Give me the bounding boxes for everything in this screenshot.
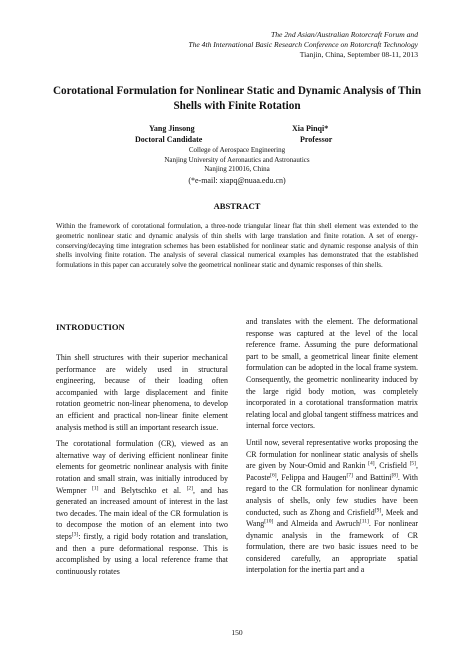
column-left bbox=[56, 316, 228, 582]
paper-title: Corotational Formulation for Nonlinear Static and Dynamic Analysis of Thin Shells with Finite Rotation bbox=[52, 85, 422, 112]
affiliation-line-3: Nanjing 210016, China bbox=[204, 165, 270, 173]
citation: [1] bbox=[92, 484, 99, 491]
abstract-heading: ABSTRACT bbox=[213, 201, 261, 211]
conference-location: Tianjin, China, September 08-11, 2013 bbox=[299, 50, 418, 59]
author-1-role: Doctoral Candidate bbox=[135, 134, 203, 144]
column-right bbox=[246, 316, 418, 581]
affiliation-line-2: Nanjing University of Aeronautics and Astronautics bbox=[164, 155, 310, 164]
affiliation-line-1: College of Aerospace Engineering bbox=[188, 146, 286, 154]
page-number: 150 bbox=[231, 628, 243, 637]
affiliation bbox=[0, 146, 474, 175]
intro-paragraph-3: and translates with the element. The deformational response was captured at the level of the local reference frame. Assuming the pure deformational part to be small, a geometrical linear finite element formulation can be adopted in the local frame system. Consequently, the geometric nonlinearity induced by the large rigid body motion, was completely incorporated in a corotational transformation matrix relating local and global tangent stiffness matrices and internal force vectors. bbox=[246, 317, 418, 431]
intro-paragraph-4: Until now, several representative works proposing the CR formulation for nonlinear static analysis of shells are given by Nour-Omid and Rankin [4], Crisfield [5], Pacoste[6], Felippa and Haugen[7] and Battini[8]. With regard to the CR formulation for nonlinear dynamic analysis of shells, only few studies have been conducted, such as Zhong and Crisfield[9], Meek and Wang[10] and Almeida and Awruch[11]. For nonlinear dynamic analysis in the framework of CR formulation, there are two basic issues need to be considered carefully, an appropriate spatial interpolation for the inertia part and a bbox=[246, 437, 419, 575]
introduction-heading: INTRODUCTION bbox=[56, 322, 125, 332]
citation: [3] bbox=[71, 531, 79, 538]
conference-line-2: The 4th International Basic Research Conference on Rotorcraft Technology bbox=[188, 40, 418, 49]
citation: [9] bbox=[374, 506, 382, 513]
citation: [7] bbox=[346, 472, 353, 479]
intro-paragraph-2: The corotational formulation (CR), viewed as an alternative way of deriving efficient nonlinear finite elements for geometric nonlinear analysis with finite rotation and small strain, was initially introduced by Wempner [1] and Belytschko et al. [2], and has generated an increased amount of interest in the last two decades. The main ideal of the CR formulation is to decompose the motion of an element into two steps[3]: firstly, a rigid body rotation and translation, and then a pure deformational response. This is accomplished by using a local reference frame that continuously rotates bbox=[56, 439, 228, 576]
citation: [6] bbox=[270, 472, 277, 479]
citation: [10] bbox=[264, 518, 274, 525]
author-2-role: Professor bbox=[300, 134, 333, 144]
author-1-name: Yang Jinsong bbox=[149, 124, 195, 133]
citation: [2] bbox=[186, 484, 193, 491]
conference-line-1: The 2nd Asian/Australian Rotorcraft Forum and bbox=[270, 30, 418, 39]
citation: [8] bbox=[391, 472, 398, 479]
abstract-text: Within the framework of corotational formulation, a three-node triangular linear flat thin shell element was extended to the geometric nonlinear static and dynamic analysis of thin shells with large translation and finite rotation. A set of energy-conserving/decaying time integration schemes has been established for nonlinear static and dynamic response analysis of thin shells involving finite rotation. The analysis of several classical numerical examples has demonstrated that the established formulations in this paper can accurately solve the geometrical nonlinear static and dynamic responses of thin shells. bbox=[56, 222, 418, 270]
citation: [11] bbox=[359, 518, 369, 525]
citation: [5] bbox=[409, 460, 417, 467]
author-2-name: Xia Pinqi* bbox=[292, 124, 329, 133]
intro-paragraph-1: Thin shell structures with their superior mechanical performance are widely used in structural engineering, because of their loading often accompanied with large displacement and finite rotation geometric non-linear phenomena, to develop an efficient and practical non-linear finite element analysis method is still an important research issue. bbox=[56, 353, 228, 432]
contact-email: (*e-mail: xiapq@nuaa.edu.cn) bbox=[188, 176, 286, 185]
conference-header bbox=[188, 30, 418, 60]
citation: [4] bbox=[368, 460, 375, 467]
